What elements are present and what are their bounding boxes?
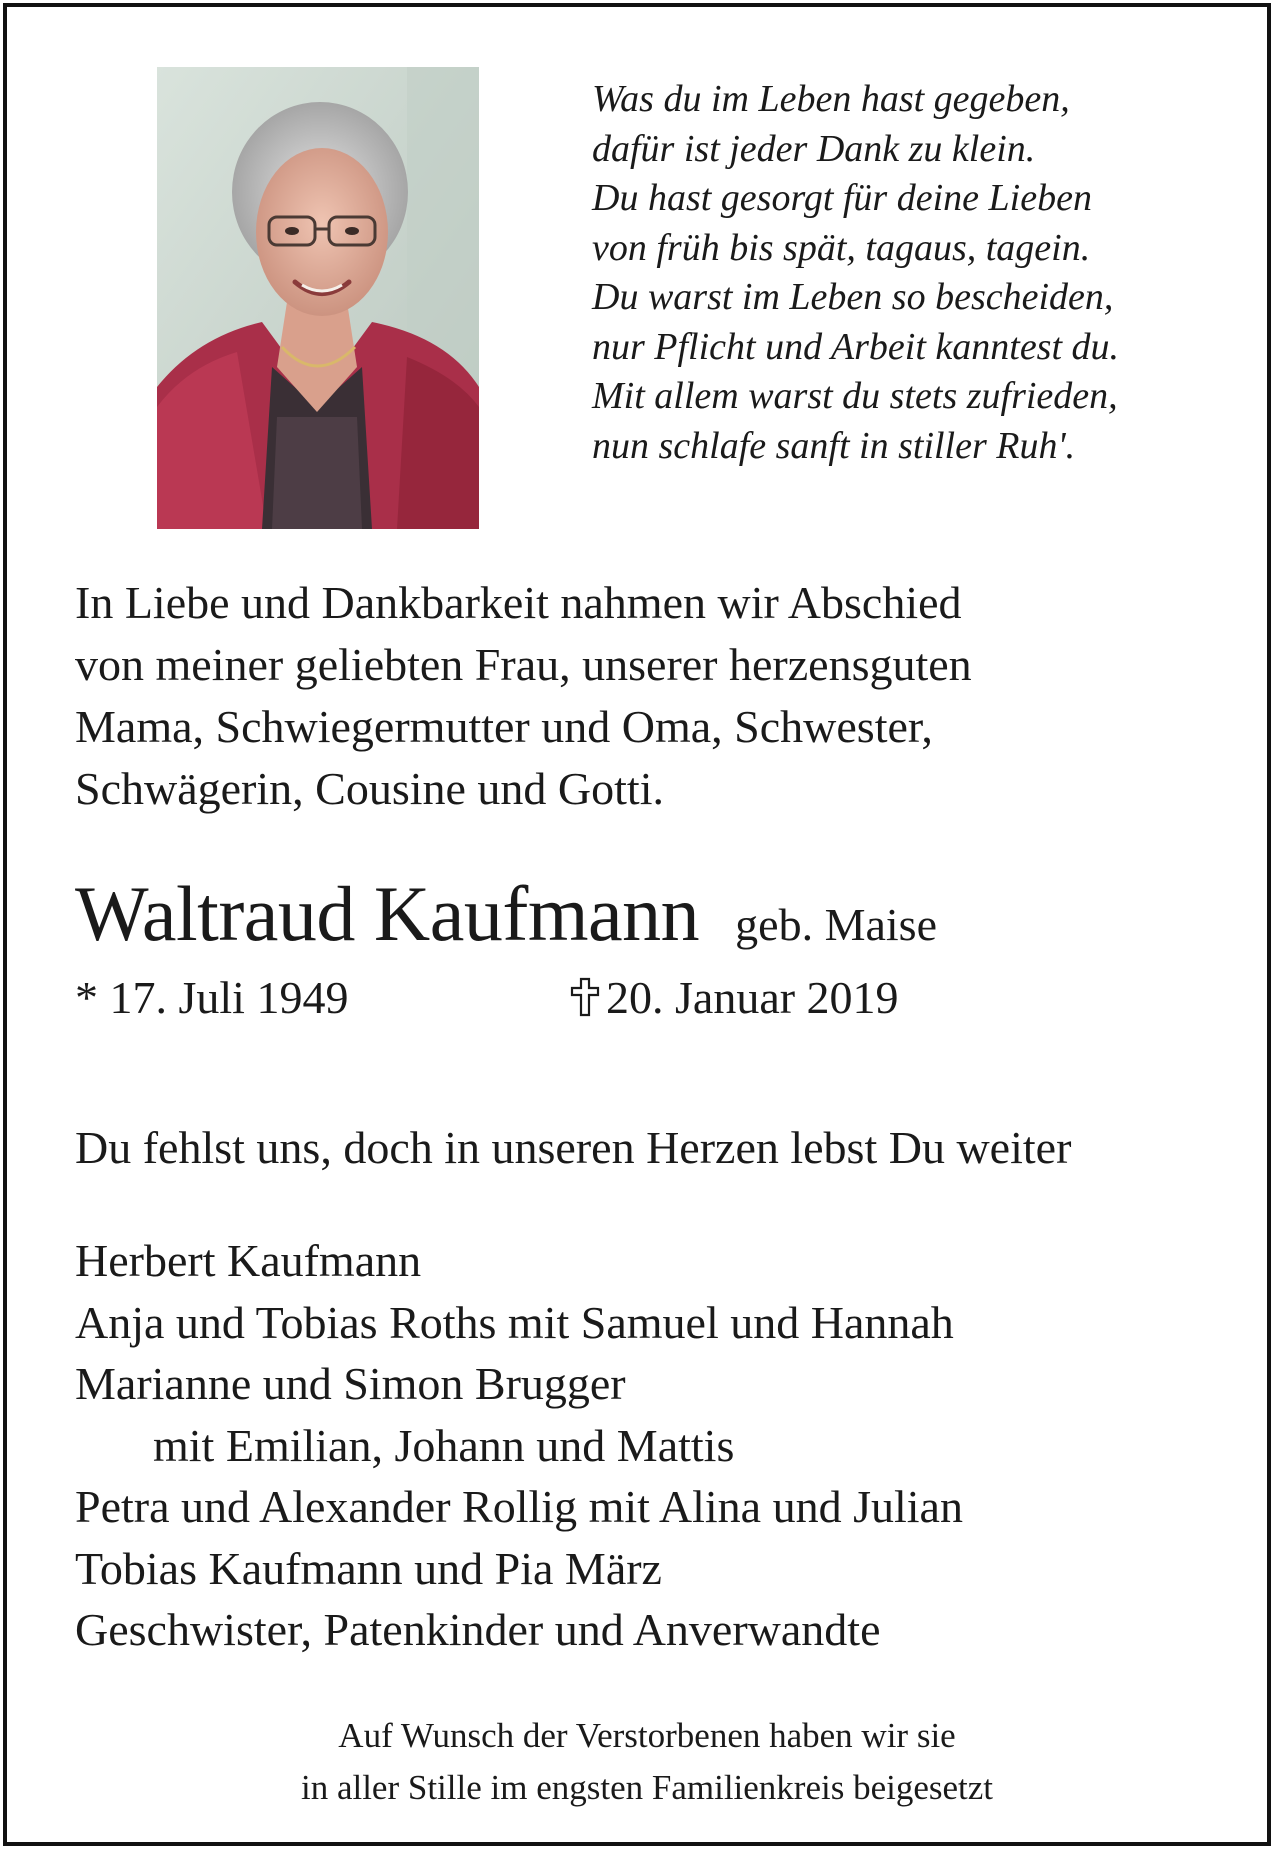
mourner-line: mit Emilian, Johann und Mattis — [153, 1419, 735, 1471]
intro-line: Mama, Schwiegermutter und Oma, Schwester, — [75, 701, 933, 752]
death-date-row — [570, 972, 899, 1023]
mourner-line: Geschwister, Patenkinder und Anverwandte — [75, 1604, 881, 1655]
deceased-name-row — [75, 870, 937, 957]
burial-note-line: in aller Stille im engsten Familienkreis beigesetzt — [300, 1768, 994, 1807]
deceased-name: Waltraud Kaufmann — [75, 870, 700, 957]
burial-note-line: Auf Wunsch der Verstorbenen haben wir sie — [338, 1716, 956, 1755]
mourners-list — [75, 1230, 1225, 1661]
poem-line: dafür ist jeder Dank zu klein. — [592, 127, 1036, 170]
intro-line: von meiner geliebten Frau, unserer herzensguten — [75, 639, 972, 690]
motto: Du fehlst uns, doch in unseren Herzen lebst Du weiter — [75, 1122, 1072, 1173]
poem-line: Du warst im Leben so bescheiden, — [592, 276, 1114, 318]
poem-line: nun schlafe sanft in stiller Ruh'. — [592, 424, 1076, 467]
mourner-line: Herbert Kaufmann — [75, 1235, 422, 1286]
farewell-intro — [75, 572, 1225, 820]
poem-line: Du hast gesorgt für deine Lieben — [592, 177, 1092, 219]
death-date: 20. Januar 2019 — [606, 972, 899, 1023]
mourner-line: Petra und Alexander Rollig mit Alina und Julian — [75, 1481, 963, 1532]
burial-note — [7, 1710, 1280, 1814]
poem-line: Mit allem warst du stets zufrieden, — [592, 375, 1118, 417]
intro-line: Schwägerin, Cousine und Gotti. — [75, 763, 664, 814]
portrait-photo — [157, 67, 479, 529]
obituary-frame — [3, 3, 1271, 1846]
poem-line: von früh bis spät, tagaus, tagein. — [592, 226, 1091, 269]
mourner-line: Anja und Tobias Roths mit Samuel und Hannah — [75, 1296, 954, 1348]
mourner-line: Tobias Kaufmann und Pia März — [75, 1542, 662, 1594]
cross-icon — [570, 977, 600, 1017]
poem — [592, 75, 1252, 471]
poem-line: Was du im Leben hast gegeben, — [592, 78, 1070, 120]
portrait-image — [157, 67, 479, 529]
intro-line: In Liebe und Dankbarkeit nahmen wir Abschied — [75, 577, 962, 628]
poem-line: nur Pflicht und Arbeit kanntest du. — [592, 325, 1120, 368]
mourner-line: Marianne und Simon Brugger — [75, 1358, 626, 1409]
birth-date: * 17. Juli 1949 — [75, 972, 349, 1023]
maiden-name: geb. Maise — [735, 899, 937, 950]
